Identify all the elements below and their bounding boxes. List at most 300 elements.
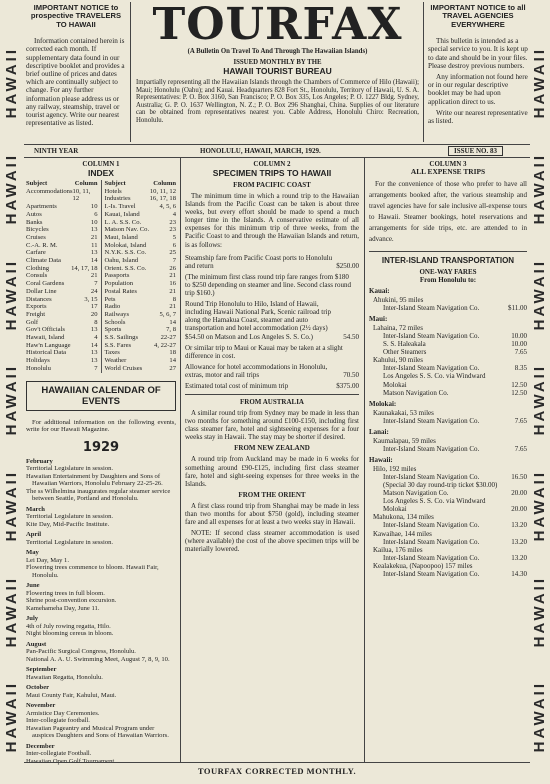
side-word: HAWAII: [530, 575, 548, 648]
calendar-list: [26, 458, 176, 766]
new-zealand-text: A round trip from Auckland may be made in 6 weeks for something around £90-£125, including first class steamer fare, hotel and sight-seeing expenses for three weeks in the Islands.: [185, 455, 359, 488]
index-column: 24: [90, 287, 98, 295]
index-column: 21: [169, 303, 176, 311]
column-3-label: COLUMN 3: [429, 160, 467, 168]
index-row: [105, 195, 177, 203]
index-column: 11: [91, 241, 98, 249]
fare-label: Round Trip Honolulu to Hilo, Island of Hawaii, including Hawaii National Park, Scenic railroad trip along the Hamakua Coast, steamer and auto transportation and hotel accommodation (2½ days) $54.50 on Matson and Los Angeles S. S. Co.): [185, 300, 331, 341]
index-row: [26, 349, 98, 357]
index-column: 22-27: [160, 334, 176, 342]
inter-island-title: INTER-ISLAND TRANSPORTATION: [381, 256, 515, 265]
calendar-event: Flowering trees in full bloom.: [26, 589, 105, 597]
index-subject: Exports: [26, 303, 47, 311]
index-row: [105, 219, 177, 227]
index-row: [26, 319, 98, 327]
dateline-rule: [24, 157, 530, 158]
index-row: [26, 365, 98, 373]
index-subject: Coral Gardens: [26, 280, 65, 288]
index-column: 18: [169, 349, 176, 357]
fare-label: Steamship fare from Pacific Coast ports to Honolulu and return: [185, 253, 333, 270]
inter-island-fare-row: [369, 570, 527, 578]
fare-row: [185, 300, 359, 340]
index-column: 7: [172, 257, 176, 265]
calendar-event: The ss Wilhelmina inaugurates regular steamer service between Seattle, Portland and Honolulu.: [26, 487, 171, 503]
calendar-intro: For additional information on the following events, write for our Hawaii Magazine.: [26, 418, 176, 434]
side-word: HAWAII: [2, 47, 20, 119]
index-row: [26, 334, 98, 342]
index-subject: Matson Nav. Co.: [104, 226, 150, 234]
index-subject: Apartments: [26, 203, 57, 211]
index-column: 27: [169, 364, 176, 372]
index-row: [26, 219, 98, 227]
masthead-issued: ISSUED MONTHLY BY THE: [233, 59, 322, 66]
index-subject: Taxes: [104, 349, 120, 357]
inter-island-fare-row: [369, 497, 527, 513]
fare-amount: 13.20: [511, 537, 527, 546]
island-heading: Molokai:: [369, 399, 397, 408]
index-column: 4: [172, 210, 176, 218]
fare-amount: $11.00: [508, 304, 527, 312]
index-subject: Kauai, Island: [104, 210, 140, 218]
index-subject: Orient. S.S. Co.: [104, 264, 147, 272]
index-subject: Industries: [104, 195, 131, 203]
index-column: 5: [172, 233, 176, 241]
calendar-month: October: [26, 684, 50, 692]
fare-amount: 20.00: [511, 489, 527, 498]
index-row: [105, 272, 177, 280]
calendar-month: February: [26, 457, 53, 465]
index-row: [105, 280, 177, 288]
index-row: [105, 234, 177, 242]
index-row: [26, 257, 98, 265]
index-column: 4: [94, 334, 98, 342]
fare-label: Estimated total cost of minimum trip: [185, 381, 289, 390]
side-word: HAWAII: [2, 575, 20, 648]
fare-value: $375.00: [336, 381, 359, 390]
destination-name: Kahului, 90 miles: [373, 356, 423, 365]
index-subject: Postal Rates: [104, 287, 137, 295]
carrier-name: Inter-Island Steam Navigation Co.: [383, 472, 480, 481]
carrier-name: Matson Navigation Co.: [383, 489, 449, 498]
index-subject: Holidays: [26, 357, 50, 365]
index-column: 14, 17, 18: [71, 264, 98, 272]
index-divider: [101, 180, 102, 373]
column-divider: [180, 158, 181, 762]
index-subject: World Cruises: [104, 364, 143, 372]
masthead-blurb: Impartially representing all the Hawaiian Islands through the Chambers of Commerce of Hilo (Hawaii); Maui; Honolulu (Oahu); and Kauai. Headquarters 828 Fort St., Honolulu, Territory of Hawaii, U. S. A. Representatives: P. O. Box 3160, San Francisco; P. O. Box 335, Los Angeles; P. O. 1227 Bldg. Sydney, Australia; G. P. O. 1637 Wellington, N. Z.; P. O. Box 296 Shanghai, China. Supplies of our literature can be obtained from representatives nearest you. Cable Address, Honolulu Chiro: Recreation, Honolulu.: [136, 79, 419, 124]
index-column: 10, 11, 12: [149, 187, 176, 195]
fare-groups: [369, 287, 527, 578]
carrier-name: Inter-Island Steam Navigation Co.: [383, 537, 480, 546]
inter-island-fare-row: [369, 340, 527, 348]
carrier-name: Inter-Island Steam Navigation Co.: [383, 332, 480, 341]
index-column: 7: [94, 280, 98, 288]
calendar-event: Hawaiian Entertainment by Daughters and Sons of Hawaiian Warriors, Honolulu February 22-25-26.: [26, 472, 163, 488]
header-divider: [130, 2, 131, 142]
index-subject: Cruises: [26, 233, 46, 241]
destination-name: Kawaihae, 144 miles: [373, 529, 432, 538]
side-word: HAWAII: [2, 152, 20, 225]
inter-island-fare-row: [369, 304, 527, 312]
calendar-event: Night blooming cereus in bloom.: [26, 630, 114, 638]
calendar-month: August: [26, 640, 47, 648]
island-heading: Kauai:: [369, 287, 390, 295]
index-subject: Carfare: [26, 249, 46, 257]
right-notice-text-2: Any information not found here or in our regular descriptive booklet may be had upon application direct to us.: [428, 73, 528, 106]
index-column: 20: [90, 310, 98, 318]
index-column: 13: [90, 357, 98, 365]
destination-name: Lahaina, 72 miles: [373, 324, 423, 333]
carrier-name: Inter-Island Steam Navigation Co.: [383, 416, 480, 425]
index-left: [26, 180, 98, 373]
calendar-month: March: [26, 505, 45, 513]
calendar-event: Hawaiian Pageantry and Musical Program under auspices Daughters and Sons of Hawaiian Warriors.: [26, 724, 169, 740]
index-column: 21: [90, 272, 98, 280]
index-subject: Clothing: [26, 264, 50, 272]
calendar-month: June: [26, 582, 40, 590]
destination-name: Mahukona, 134 miles: [373, 513, 434, 522]
index-column: 21: [90, 233, 98, 241]
index-column: 13: [90, 349, 98, 357]
section-rule: [185, 394, 359, 395]
all-expense-text: For the convenience of those who prefer to have all arrangements booked after, the various steamship and travel agencies have for sale inclusive all-expense tours to Hawaii. Steamer bookings, hotel reservations and arrangements for side trips, etc. are attended to in advance.: [369, 180, 527, 243]
fare-amount: 20.00: [511, 505, 527, 514]
index-row: [105, 365, 177, 373]
index-column: 14: [90, 341, 98, 349]
right-notice: [428, 4, 528, 125]
index-column: 10: [90, 203, 98, 211]
inter-island-fare-row: [369, 554, 527, 562]
inter-island-fare-row: [369, 489, 527, 497]
fare-row: [185, 273, 359, 297]
left-notice-text: Information contained herein is corrected each month. If supplementary data found in our descriptive booklet and provides a brief outline of prices and dates which are continually subject to change. For any further information please address us or any railway, steamship, travel or tourist agency. Write our nearest representative as listed.: [26, 37, 125, 128]
index-column: 16: [169, 280, 176, 288]
side-word: HAWAII: [530, 469, 548, 542]
index-row: [26, 203, 98, 211]
island-heading: Maui:: [369, 315, 388, 324]
fare-amount: 7.65: [514, 444, 527, 453]
section-rule: [369, 251, 527, 252]
index-row: [26, 296, 98, 304]
index-column: 13: [90, 249, 98, 257]
index-column: 10, 11, 12: [72, 187, 91, 203]
island-heading: Lanai:: [369, 427, 389, 436]
index-column: 14: [169, 318, 176, 326]
index-subject: Golf: [26, 318, 39, 326]
one-way-fares-heading: ONE-WAY FARES: [419, 268, 477, 276]
index-column: 8: [94, 318, 98, 326]
index-row: [26, 311, 98, 319]
index-subject: Hotels: [104, 187, 122, 195]
index-row: [26, 357, 98, 365]
index-row: [105, 357, 177, 365]
index-row: [26, 280, 98, 288]
calendar-event: Kite Day, Mid-Pacific Institute.: [26, 520, 110, 528]
dateline-place-date: HONOLULU, HAWAII, MARCH, 1929.: [200, 147, 321, 155]
fare-row: [185, 363, 359, 379]
side-word: HAWAII: [530, 47, 548, 119]
side-word: HAWAII: [2, 681, 20, 753]
index-subject: Sports: [104, 326, 122, 334]
calendar-event: Kamehameha Day, June 11.: [26, 604, 100, 612]
index-row: [26, 188, 98, 203]
carrier-name: Los Angeles S. S. Co. via Windward Molokai: [383, 497, 486, 514]
index-row: [26, 265, 98, 273]
index-column: 23: [169, 218, 176, 226]
index-subject: I.-Is. Travel: [104, 203, 136, 211]
footer-rule: [24, 762, 530, 763]
fare-amount: 8.35: [514, 364, 527, 373]
index-subject: L. A. S.S. Co.: [104, 218, 142, 226]
index-row: [26, 242, 98, 250]
new-zealand-heading: FROM NEW ZEALAND: [234, 444, 310, 453]
index-title: INDEX: [88, 168, 114, 178]
from-honolulu-heading: From Honolulu to:: [419, 276, 477, 284]
fare-row: [185, 344, 359, 360]
fare-amount: 7.65: [514, 348, 527, 357]
index-column: 10: [90, 218, 98, 226]
index-row: [105, 296, 177, 304]
index-subject: N.Y.K. S.S. Co.: [104, 249, 147, 257]
column-2: [185, 160, 359, 553]
inter-island-fare-row: [369, 445, 527, 453]
side-word: HAWAII: [2, 364, 20, 436]
index-row: [105, 334, 177, 342]
fare-amount: 10.00: [511, 340, 527, 349]
calendar-year: 1929: [82, 439, 120, 455]
side-word: HAWAII: [530, 152, 548, 225]
footer-text: TOURFAX CORRECTED MONTHLY.: [197, 766, 357, 776]
calendar-event: Territorial Legislature in session.: [26, 513, 114, 521]
index-column: 7, 8: [166, 326, 176, 334]
fare-value: $250.00: [336, 261, 359, 270]
carrier-name: Matson Navigation Co.: [383, 388, 449, 397]
pacific-fares: [185, 254, 359, 390]
fare-label: Or similar trip to Maui or Kauai may be taken at a slight difference in cost.: [185, 343, 343, 360]
right-notice-text-3: Write our nearest representative as listed.: [428, 108, 528, 126]
inter-island-fare-row: [369, 521, 527, 529]
calendar-event: Maui County Fair, Kahului, Maui.: [26, 691, 117, 699]
fare-amount: 12.50: [511, 380, 527, 389]
left-side-banner: [3, 30, 19, 770]
calendar-event: Armistice Day Ceremonies.: [26, 709, 100, 717]
index-row: [105, 288, 177, 296]
dateline-rule: [24, 144, 530, 145]
index-column: 17: [90, 303, 98, 311]
calendar-month: December: [26, 742, 55, 750]
pacific-coast-text: The minimum time in which a round trip to the Hawaiian Islands from the Pacific Coast can be taken is about three weeks, but every effort should be made to spend a much longer time in the Islands. A conservative estimate of all expenses for this minimum trip of three weeks, from the Pacific Coast to and through the Hawaiian Islands and return, is as follows:: [185, 192, 359, 249]
fare-row: [185, 382, 359, 390]
destination-name: Ahukini, 95 miles: [373, 296, 424, 304]
index-subject: Maui, Island: [104, 233, 138, 241]
index-column: 25: [169, 249, 176, 257]
column-3: [369, 160, 527, 578]
fare-value: 70.50: [343, 370, 359, 379]
fare-amount: 13.20: [511, 553, 527, 562]
column-1: [26, 160, 176, 765]
fare-row: [185, 254, 359, 270]
index-row: [105, 319, 177, 327]
fare-amount: 12.50: [511, 388, 527, 397]
carrier-name: Inter-Island Steam Navigation Co.: [383, 444, 480, 453]
index-subject: Consuls: [26, 272, 48, 280]
side-word: HAWAII: [530, 258, 548, 330]
header-divider: [423, 2, 424, 142]
inter-island-fare-row: [369, 473, 527, 481]
index-right: [105, 180, 177, 373]
index-row: [26, 234, 98, 242]
index-subject: Haw'n Language: [26, 341, 71, 349]
index-subject: S.S. Sailings: [104, 334, 139, 342]
index-row: [105, 188, 177, 196]
index-row: [105, 311, 177, 319]
index-subject: C.-A. R. M.: [26, 241, 58, 249]
calendar-event: Inter-collegiate football.: [26, 717, 90, 725]
inter-island-fare-row: [369, 348, 527, 356]
australia-text: A similar round trip from Sydney may be made in less than two months for something around £100-£150, including first class steamer fare, hotel and sightseeing expenses for a four weeks stay in Hawaii. The stay may be shorter if desired.: [185, 409, 359, 442]
calendar-month: April: [26, 531, 42, 539]
index-subject: Gov't Officials: [26, 326, 65, 334]
carrier-name: Inter-Island Steam Navigation Co.: [383, 521, 480, 530]
index-row: [26, 249, 98, 257]
right-side-banner: [531, 30, 547, 770]
calendar-event: Inter-collegiate Football.: [26, 750, 92, 758]
index-subject: Autos: [26, 210, 42, 218]
index-row: [26, 226, 98, 234]
index-row: [26, 211, 98, 219]
index-column: 8: [172, 295, 176, 303]
index-subject: Accommodations: [26, 187, 73, 195]
destination-name: Kailua, 176 miles: [373, 545, 423, 554]
carrier-name: Inter-Island Steam Navigation Co.: [383, 364, 480, 373]
index-column: 3, 15: [84, 295, 98, 303]
column-1-label: COLUMN 1: [82, 160, 120, 168]
index-column: 23: [169, 226, 176, 234]
fare-value: 54.50: [343, 332, 359, 341]
calendar-event: Shrine post-convention excursion.: [26, 597, 117, 605]
index-table: [26, 180, 176, 373]
index-column: 5, 6, 7: [159, 310, 176, 318]
index-row: [105, 303, 177, 311]
dateline-year: NINTH YEAR: [34, 147, 79, 155]
index-subject: Railways: [104, 310, 130, 318]
inter-island-fare-row: [369, 389, 527, 397]
index-row: [26, 272, 98, 280]
index-row: [26, 303, 98, 311]
index-column: 26: [169, 264, 176, 272]
carrier-name: Other Steamers: [383, 348, 427, 357]
index-column: 21: [169, 272, 176, 280]
index-column: 14: [90, 257, 98, 265]
index-subject: Schools: [104, 318, 126, 326]
pacific-coast-heading: FROM PACIFIC COAST: [233, 181, 311, 189]
carrier-name: Los Angeles S. S. Co. via Windward Molokai: [383, 372, 486, 389]
calendar-month: May: [26, 549, 39, 557]
calendar-event: Hawaiian Regatta, Honolulu.: [26, 673, 103, 681]
calendar-event: Territorial Legislature in session.: [26, 465, 114, 473]
index-subject: S.S. Fares: [104, 341, 132, 349]
index-row: [105, 203, 177, 211]
right-notice-text-1: This bulletin is intended as a special service to you. It is kept up to date and should be in your files. Please destroy previous numbers.: [428, 37, 528, 70]
index-subject: Weather: [104, 357, 127, 365]
side-word: HAWAII: [2, 258, 20, 330]
index-subject: Population: [104, 280, 134, 288]
index-subject: Pets: [104, 295, 116, 303]
calendar-event: Pan-Pacific Surgical Congress, Honolulu.: [26, 648, 136, 656]
index-subject: Historical Data: [26, 349, 67, 357]
calendar-event: 4th of July rowing regatta, Hilo.: [26, 622, 111, 630]
index-column: 21: [169, 287, 176, 295]
right-notice-heading: IMPORTANT NOTICE to all TRAVEL AGENCIES EVERYWHERE: [430, 3, 526, 29]
index-column: 13: [90, 226, 98, 234]
index-row: [26, 288, 98, 296]
left-notice-heading: IMPORTANT NOTICE to prospective TRAVELERS TO HAWAII: [30, 3, 122, 29]
island-heading: Hawaii:: [369, 455, 393, 464]
side-word: HAWAII: [2, 469, 20, 542]
calendar-event: Lei Day, May 1.: [26, 556, 69, 564]
fare-amount: 7.65: [514, 416, 527, 425]
index-column: 4, 5, 6: [159, 203, 176, 211]
inter-island-fare-row: [369, 417, 527, 425]
index-column: 13: [90, 326, 98, 334]
index-subject: Climate Data: [26, 257, 61, 265]
index-subject: Dollar Line: [26, 287, 57, 295]
calendar-event: National A. A. U. Swimming Meet, August 7, 8, 9, 10.: [26, 655, 170, 663]
calendar-event: Flowering trees commence to bloom. Hawaii Fair, Honolulu.: [26, 564, 159, 579]
masthead: [136, 2, 419, 124]
second-class-note: NOTE: If second class steamer accommodation is used (where available) the cost of the above specimen trips will be materially lowered.: [185, 529, 359, 554]
index-row: [105, 349, 177, 357]
index-subject: Passports: [104, 272, 130, 280]
orient-text: A first class round trip from Shanghai may be made in less than two months for about $750 (gold), including steamer fare and all expenses for at least a two weeks stay in Hawaii.: [185, 501, 359, 526]
index-row: [105, 242, 177, 250]
index-column: 6: [172, 241, 176, 249]
inter-island-fare-row: [369, 372, 527, 388]
index-row: [105, 265, 177, 273]
fare-amount: 10.00: [511, 332, 527, 341]
index-column: 4, 22-27: [154, 341, 176, 349]
index-subject: Bicycles: [26, 226, 49, 234]
fare-amount: 13.20: [511, 521, 527, 530]
destination-name: Hilo, 192 miles: [373, 464, 417, 473]
index-column: 14: [169, 357, 176, 365]
destination-name: Kealakekua, (Napoopoo) 157 miles: [373, 561, 473, 570]
index-column: 7: [94, 364, 98, 372]
index-header: Subject Column: [104, 180, 176, 187]
index-subject: Molokai, Island: [104, 241, 147, 249]
masthead-title: TOURFAX: [152, 0, 403, 50]
side-word: HAWAII: [530, 681, 548, 753]
fare-label: (The minimum first class round trip fare ranges from $180 to $250 depending on steamer and line. Second class round trip $160.): [185, 272, 352, 298]
index-header: Subject Column: [26, 180, 98, 187]
orient-heading: FROM THE ORIENT: [238, 490, 306, 499]
inter-island-fare-row: [369, 332, 527, 340]
index-subject: Honolulu: [26, 364, 51, 372]
calendar-month: July: [26, 615, 39, 623]
carrier-name: S. S. Haleakala: [383, 340, 426, 349]
issue-number: ISSUE NO. 83: [448, 146, 503, 156]
index-subject: Freight: [26, 310, 46, 318]
calendar-event: Territorial Legislature in session.: [26, 538, 114, 546]
calendar-month: November: [26, 702, 56, 710]
index-subject: Hawaii, Island: [26, 334, 65, 342]
side-word: HAWAII: [530, 364, 548, 436]
index-subject: Oahu, Island: [104, 257, 139, 265]
calendar-title: HAWAIIAN CALENDAR OF EVENTS: [26, 381, 176, 411]
index-column: 6: [94, 210, 98, 218]
inter-island-fare-row: [369, 481, 527, 489]
all-expense-title: ALL EXPENSE TRIPS: [410, 167, 486, 176]
